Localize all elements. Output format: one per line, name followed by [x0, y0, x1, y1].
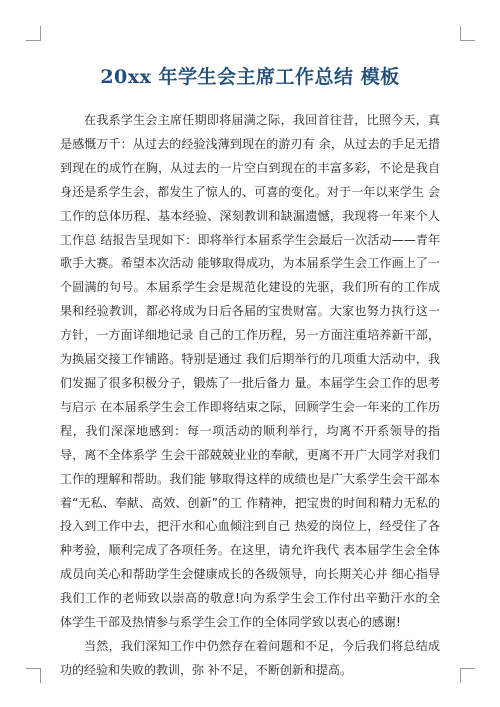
document-title: 20xx 年学生会主席工作总结 模板	[100, 66, 400, 88]
crop-mark-top-left	[26, 26, 41, 41]
body-paragraph: 当然，我们深知工作中仍然存在着问题和不足，今后我们将总结成功的经验和失败的教训，弥 补不足，不断创新和提高。	[60, 638, 440, 677]
crop-mark-bottom-left	[26, 668, 41, 683]
crop-mark-top-right	[460, 26, 475, 41]
body-paragraph: 在我系学生会主席任期即将届满之际，我回首往昔，比照今天，真是感慨万千：从过去的经验浅薄到现在的游刃有 余，从过去的手足无措到现在的成竹在胸，从过去的一片空白到现在的丰富多彩，不论是我自身还是系学生会，都发生了惊人的、可喜的变化。对于一年以来学生 会工作的总体历程、基本经验、深刻教训和缺漏遗憾，我现将一年来个人工作总 结报告呈现如下：即将举行本届系学生会最后一次活动——青年歌手大赛。希望本次活动 能够取得成功，为本届系学生会工作画上了一个圆满的句号。本届系学生会是规范化建设的先驱，我们所有的工作成果和经验教训，都必将成为日后各届的宝贵财富。大家也努力执行这一方针，一方面详细地记录 自己的工作历程，另一方面注重培养新干部，为换届交接工作铺路。特别是通过 我们后期举行的几项重大活动中，我们发掘了很多积极分子，锻炼了一批后备力 量。本届学生会工作的思考与启示 在本届系学生会工作即将结束之际，回顾学生会一年来的工作历程，我们深深地感到：每一项活动的顺利举行，均离不开系领导的指导，离不全体系学 生会干部兢兢业业的奉献，更离不开广大同学对我们工作的理解和帮助。我们能 够取得这样的成绩也是广大系学生会干部本着“无私、奉献、高效、创新”的工 作精神，把宝贵的时间和精力无私的投入到工作中去，把汗水和心血倾注到自己 热爱的岗位上，经受住了各种考验，顺利完成了各项任务。在这里，请允许我代 表本届学生会全体成员向关心和帮助学生会健康成长的各级领导，向长期关心并 细心指导我们工作的老师致以崇高的敬意!向为系学生会工作付出辛勤汗水的全 体学生干部及热情参与系学生会工作的全体同学致以衷心的感谢!	[60, 113, 440, 630]
crop-mark-bottom-right	[460, 668, 475, 683]
document-body	[60, 109, 440, 683]
